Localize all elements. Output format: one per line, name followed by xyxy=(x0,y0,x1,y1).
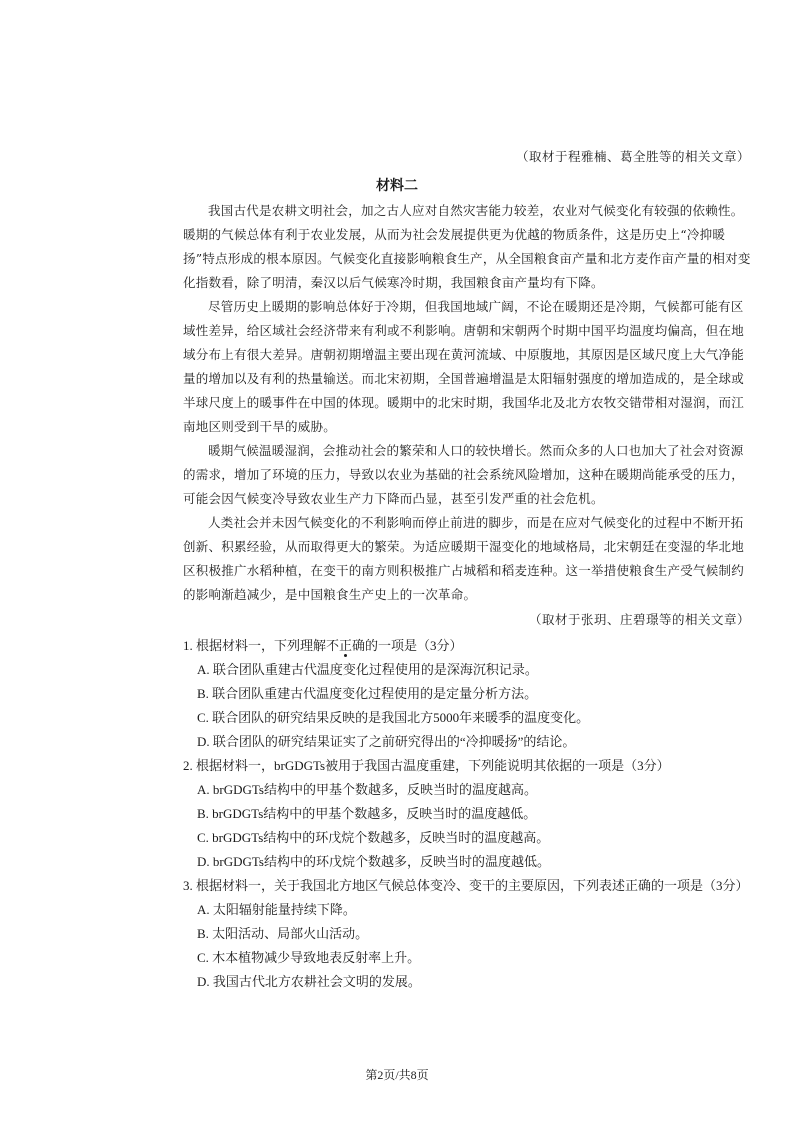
question-2-option-b: B. brGDGTs结构中的甲基个数越多，反映当时的温度越低。 xyxy=(197,806,537,821)
question-1-option-c: C. 联合团队的研究结果反映的是我国北方5000年来暖季的温度变化。 xyxy=(197,710,590,725)
material2-heading: 材料二 xyxy=(376,178,418,194)
material2-paragraph-4 xyxy=(183,511,755,607)
question-3-stem: 3. 根据材料一，关于我国北方地区气候总体变冷、变干的主要原因，下列表述正确的一项是（3分） xyxy=(183,878,749,893)
paragraph-text: 尽管历史上暖期的影响总体好于冷期，但我国地域广阔，不论在暖期还是冷期，气候都可能有区域性差异，给区域社会经济带来有利或不利影响。唐朝和宋朝两个时期中国平均温度均偏高，但在地域分布上有很大差异。唐朝初期增温主要出现在黄河流域、中原腹地，其原因是区域尺度上大气净能量的增加以及有利的热量输送。而北宋初期，全国普遍增温是太阳辐射强度的增加造成的，是全球或半球尺度上的暖事件在中国的体现。暖期中的北宋时期，我国华北及北方农牧交错带相对湿润，而江南地区则受到干旱的威胁。 xyxy=(183,299,745,434)
question-1-option-a: A. 联合团队重建古代温度变化过程使用的是深海沉积记录。 xyxy=(197,662,538,677)
question-1-stem-end: 确的一项是（3分） xyxy=(352,638,463,653)
question-3-option-a: A. 太阳辐射能量持续下降。 xyxy=(197,902,356,917)
question-2-option-d: D. brGDGTs结构中的环戊烷个数越多，反映当时的温度越低。 xyxy=(197,854,550,869)
question-1-option-d: D. 联合团队的研究结果证实了之前研究得出的“冷抑暖扬”的结论。 xyxy=(197,734,576,749)
page-number: 第2页/共8页 xyxy=(365,1068,429,1082)
question-2-stem: 2. 根据材料一，brGDGTs被用于我国古温度重建，下列能说明其依据的一项是（3分） xyxy=(183,758,670,773)
paragraph-text: 人类社会并未因气候变化的不利影响而停止前进的脚步，而是在应对气候变化的过程中不断开拓创新、积累经验，从而取得更大的繁荣。为适应暖期干湿变化的地域格局，北宋朝廷在变湿的华北地区积极推广水稻种植，在变干的南方则积极推广占城稻和稻麦连种。这一举措使粮食生产受气候制约的影响渐趋减少，是中国粮食生产史上的一次革命。 xyxy=(183,515,745,602)
material2-paragraph-3 xyxy=(183,439,755,511)
question-2-option-a: A. brGDGTs结构中的甲基个数越多，反映当时的温度越高。 xyxy=(197,782,537,797)
paragraph-text: 暖期气候温暖湿润，会推动社会的繁荣和人口的较快增长。然而众多的人口也加大了社会对资源的需求，增加了环境的压力，导致以农业为基础的社会系统风险增加，这种在暖期尚能承受的压力，可能会因气候变冷导致农业生产力下降而凸显，甚至引发严重的社会危机。 xyxy=(183,443,745,506)
question-2-option-c: C. brGDGTs结构中的环戊烷个数越多，反映当时的温度越高。 xyxy=(197,830,550,845)
emphasis-mark: 正 xyxy=(339,638,353,653)
paragraph-text: 我国古代是农耕文明社会，加之古人应对自然灾害能力较差，农业对气候变化有较强的依赖性。暖期的气候总体有利于农业发展，从而为社会发展提供更为优越的物质条件，这是历史上“冷抑暖扬”特点形成的根本原因。气候变化直接影响粮食生产，从全国粮食亩产量和北方麦作亩产量的相对变化指数看，除了明清，秦汉以后气候寒冷时期，我国粮食亩产量均有下降。 xyxy=(183,203,751,290)
question-1-stem-start: 1. 根据材料一，下列理解不 xyxy=(183,638,340,653)
question-3-option-d: D. 我国古代北方农耕社会文明的发展。 xyxy=(197,974,421,989)
material2-paragraph-1 xyxy=(183,199,755,295)
question-1-option-b: B. 联合团队重建古代温度变化过程使用的是定量分析方法。 xyxy=(197,686,538,701)
material2-paragraph-2 xyxy=(183,295,755,439)
question-3-option-b: B. 太阳活动、局部火山活动。 xyxy=(197,926,369,941)
question-1-stem xyxy=(183,638,755,654)
question-3-option-c: C. 木本植物减少导致地表反射率上升。 xyxy=(197,950,421,965)
material2-source: （取材于张玥、庄碧璟等的相关文章） xyxy=(528,612,750,627)
material1-source: （取材于程雅楠、葛全胜等的相关文章） xyxy=(515,149,750,164)
